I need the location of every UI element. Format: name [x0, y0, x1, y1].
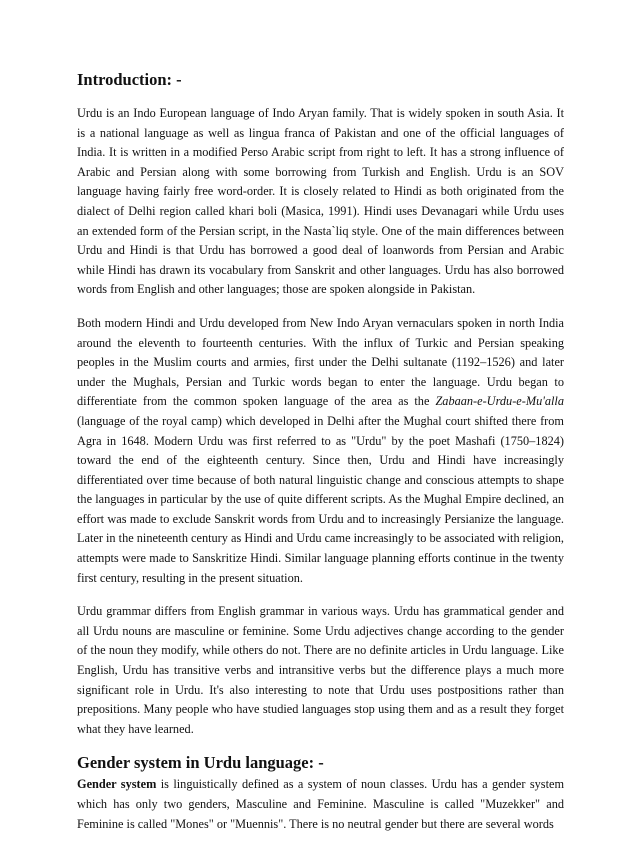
royal-camp-term: Zabaan-e-Urdu-e-Mu'alla	[435, 394, 564, 409]
gender-system-lead-term: Gender system	[77, 777, 157, 792]
intro-paragraph-2-part-b: (language of the royal camp) which developed in Delhi after the Mughal court shifted there from Agra in 1648. Modern Urdu was first referred to as "Urdu" by the poet Mashafi (1750–1824) toward the end of the eighteenth century. Since then, Urdu and Hindi have increasingly differentiated over time because of both natural linguistic change and conscious attempts to shape the languages in particular by the use of quite different scripts. As the Mughal Empire declined, an effort was made to exclude Sanskrit words from Urdu and to increasingly Persianize the language. Later in the nineteenth century as Hindi and Urdu came increasingly to be associated with religion, attempts were made to Sanskritize Hindi. Similar language planning efforts continue in the twenty first century, resulting in the present situation.	[77, 413, 564, 585]
intro-paragraph-2	[77, 314, 564, 588]
gender-paragraph-text: is linguistically defined as a system of noun classes. Urdu has a gender system which has only two genders, Masculine and Feminine. Masculine is called "Muzekker" and Feminine is called "Mones" or "Muennis". There is no neutral gender but there are several words	[77, 777, 565, 831]
gender-system-heading: Gender system in Urdu language: -	[77, 753, 324, 773]
intro-paragraph-3: Urdu grammar differs from English grammar in various ways. Urdu has grammatical gender and all Urdu nouns are masculine or feminine. Some Urdu adjectives change according to the gender of the noun they modify, while others do not. There are no definite articles in Urdu language. Like English, Urdu has transitive verbs and intransitive verbs but the difference plays a much more significant role in Urdu. It's also interesting to note that Urdu uses postpositions rather than prepositions. Many people who have studied languages stop using them and as a result they forget what they have learned.	[77, 604, 564, 736]
gender-paragraph	[77, 775, 564, 834]
intro-paragraph-1: Urdu is an Indo European language of Indo Aryan family. That is widely spoken in south Asia. It is a national language as well as lingua franca of Pakistan and one of the official languages of India. It is written in a modified Perso Arabic script from right to left. It has a strong influence of Arabic and Persian along with some borrowing from Turkish and English. Urdu is an SOV language having fairly free word-order. It is closely related to Hindi as both originated from the dialect of Delhi region called khari boli (Masica, 1991). Hindi uses Devanagari while Urdu uses an extended form of the Persian script, in the Nasta`liq style. One of the main differences between Urdu and Hindi is that Urdu has borrowed a good deal of loanwords from Persian and Arabic while Hindi has drawn its vocabulary from Sanskrit and other languages. Urdu has also borrowed words from English and other languages; those are spoken alongside in Pakistan.	[77, 106, 564, 297]
introduction-heading: Introduction: -	[77, 70, 182, 89]
intro-paragraph-2-part-a: Both modern Hindi and Urdu developed from New Indo Aryan vernaculars spoken in north India around the eleventh to fourteenth centuries. With the influx of Turkic and Persian speaking peoples in the Muslim courts and armies, first under the Delhi sultanate (1192–1526) and later under the Mughals, Persian and Turkic words began to enter the language. Urdu began to differentiate from the common spoken language of the area as the	[77, 315, 564, 409]
document-page	[77, 70, 564, 848]
